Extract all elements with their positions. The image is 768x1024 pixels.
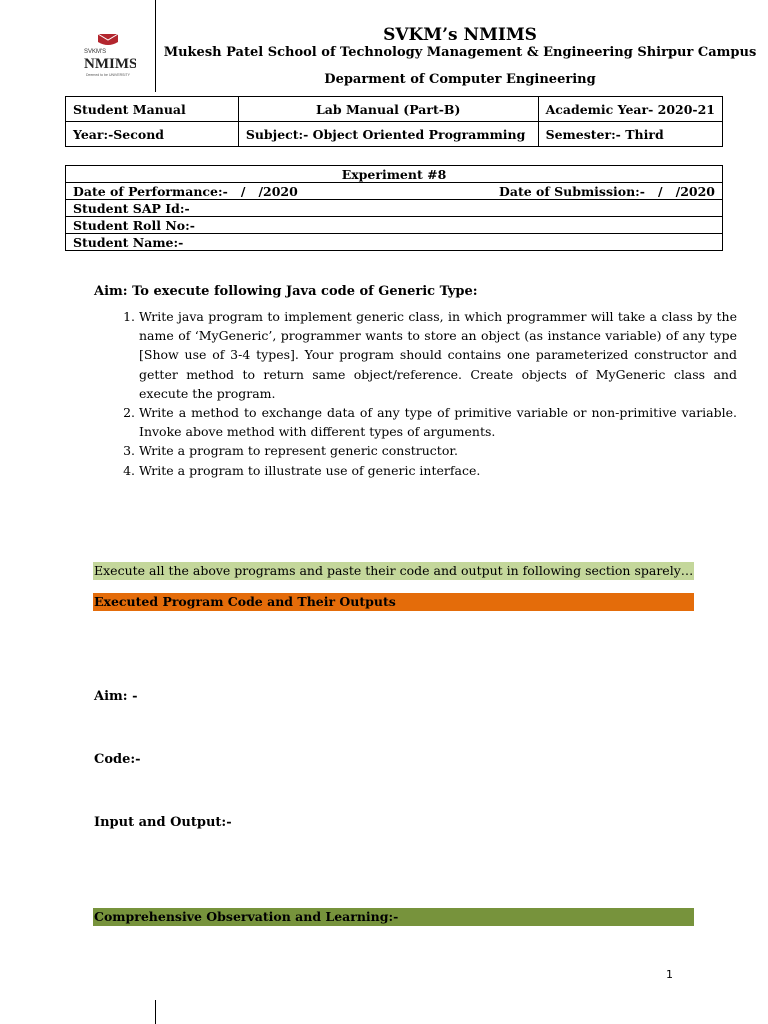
course-info-row bbox=[66, 97, 723, 122]
manual-type-cell: Student Manual bbox=[66, 97, 239, 122]
course-info-table bbox=[65, 96, 723, 147]
task-item: 1. Write java program to implement generic class, in which programmer will take a class by the name of ‘MyGeneric’, programmer wants to store an object (as instance variable) of any type [Show use of 3-4 types]. Your program should contains one parameterized constructor and getter method to return same object/reference. Create objects of MyGeneric class and execute the program. bbox=[139, 307, 737, 403]
experiment-title: Experiment #8 bbox=[66, 166, 723, 183]
task-list bbox=[96, 307, 737, 480]
svg-text:NMIMS: NMIMS bbox=[84, 56, 136, 72]
subject-cell: Subject:- Object Oriented Programming bbox=[238, 122, 538, 147]
student-sap-id: Student SAP Id:- bbox=[66, 200, 723, 217]
aim-heading: Aim: To execute following Java code of Generic Type: bbox=[94, 284, 478, 299]
school-name: Mukesh Patel School of Technology Management & Engineering Shirpur Campus bbox=[163, 45, 757, 60]
input-output-label: Input and Output:- bbox=[94, 815, 232, 830]
header-divider-line bbox=[155, 0, 156, 92]
experiment-table bbox=[65, 165, 723, 251]
year-cell: Year:-Second bbox=[66, 122, 239, 147]
department-name: Deparment of Computer Engineering bbox=[324, 72, 596, 87]
nmims-crest-icon bbox=[80, 28, 136, 84]
date-of-performance: Date of Performance:- / /2020 bbox=[73, 183, 298, 199]
page-number: 1 bbox=[666, 968, 673, 981]
institution-title: SVKM’s NMIMS bbox=[383, 25, 537, 45]
observation-bar: Comprehensive Observation and Learning:- bbox=[93, 908, 694, 926]
footer-divider-line bbox=[155, 1000, 156, 1024]
academic-year-cell: Academic Year- 2020-21 bbox=[538, 97, 722, 122]
aim-label: Aim: - bbox=[94, 689, 138, 704]
code-label: Code:- bbox=[94, 752, 141, 767]
executed-code-bar: Executed Program Code and Their Outputs bbox=[93, 593, 694, 611]
semester-cell: Semester:- Third bbox=[538, 122, 722, 147]
experiment-title-row bbox=[66, 166, 723, 183]
svg-text:Deemed to be UNIVERSITY: Deemed to be UNIVERSITY bbox=[86, 73, 130, 77]
course-info-row bbox=[66, 122, 723, 147]
dates-cell bbox=[66, 183, 723, 200]
date-of-submission: Date of Submission:- / /2020 bbox=[499, 183, 715, 199]
roll-no-row bbox=[66, 217, 723, 234]
dates-row bbox=[66, 183, 723, 200]
sap-id-row bbox=[66, 200, 723, 217]
nmims-logo bbox=[80, 28, 136, 84]
student-name: Student Name:- bbox=[66, 234, 723, 251]
task-item: 4. Write a program to illustrate use of generic interface. bbox=[139, 461, 737, 480]
name-row bbox=[66, 234, 723, 251]
student-roll-no: Student Roll No:- bbox=[66, 217, 723, 234]
instruction-bar: Execute all the above programs and paste their code and output in following section sparely… bbox=[94, 563, 694, 578]
task-item: 3. Write a program to represent generic constructor. bbox=[139, 441, 737, 460]
task-item: 2. Write a method to exchange data of any type of primitive variable or non-primitive variable. Invoke above method with different types of arguments. bbox=[139, 403, 737, 441]
lab-manual-cell: Lab Manual (Part-B) bbox=[238, 97, 538, 122]
svg-text:SVKM'S: SVKM'S bbox=[84, 49, 107, 55]
